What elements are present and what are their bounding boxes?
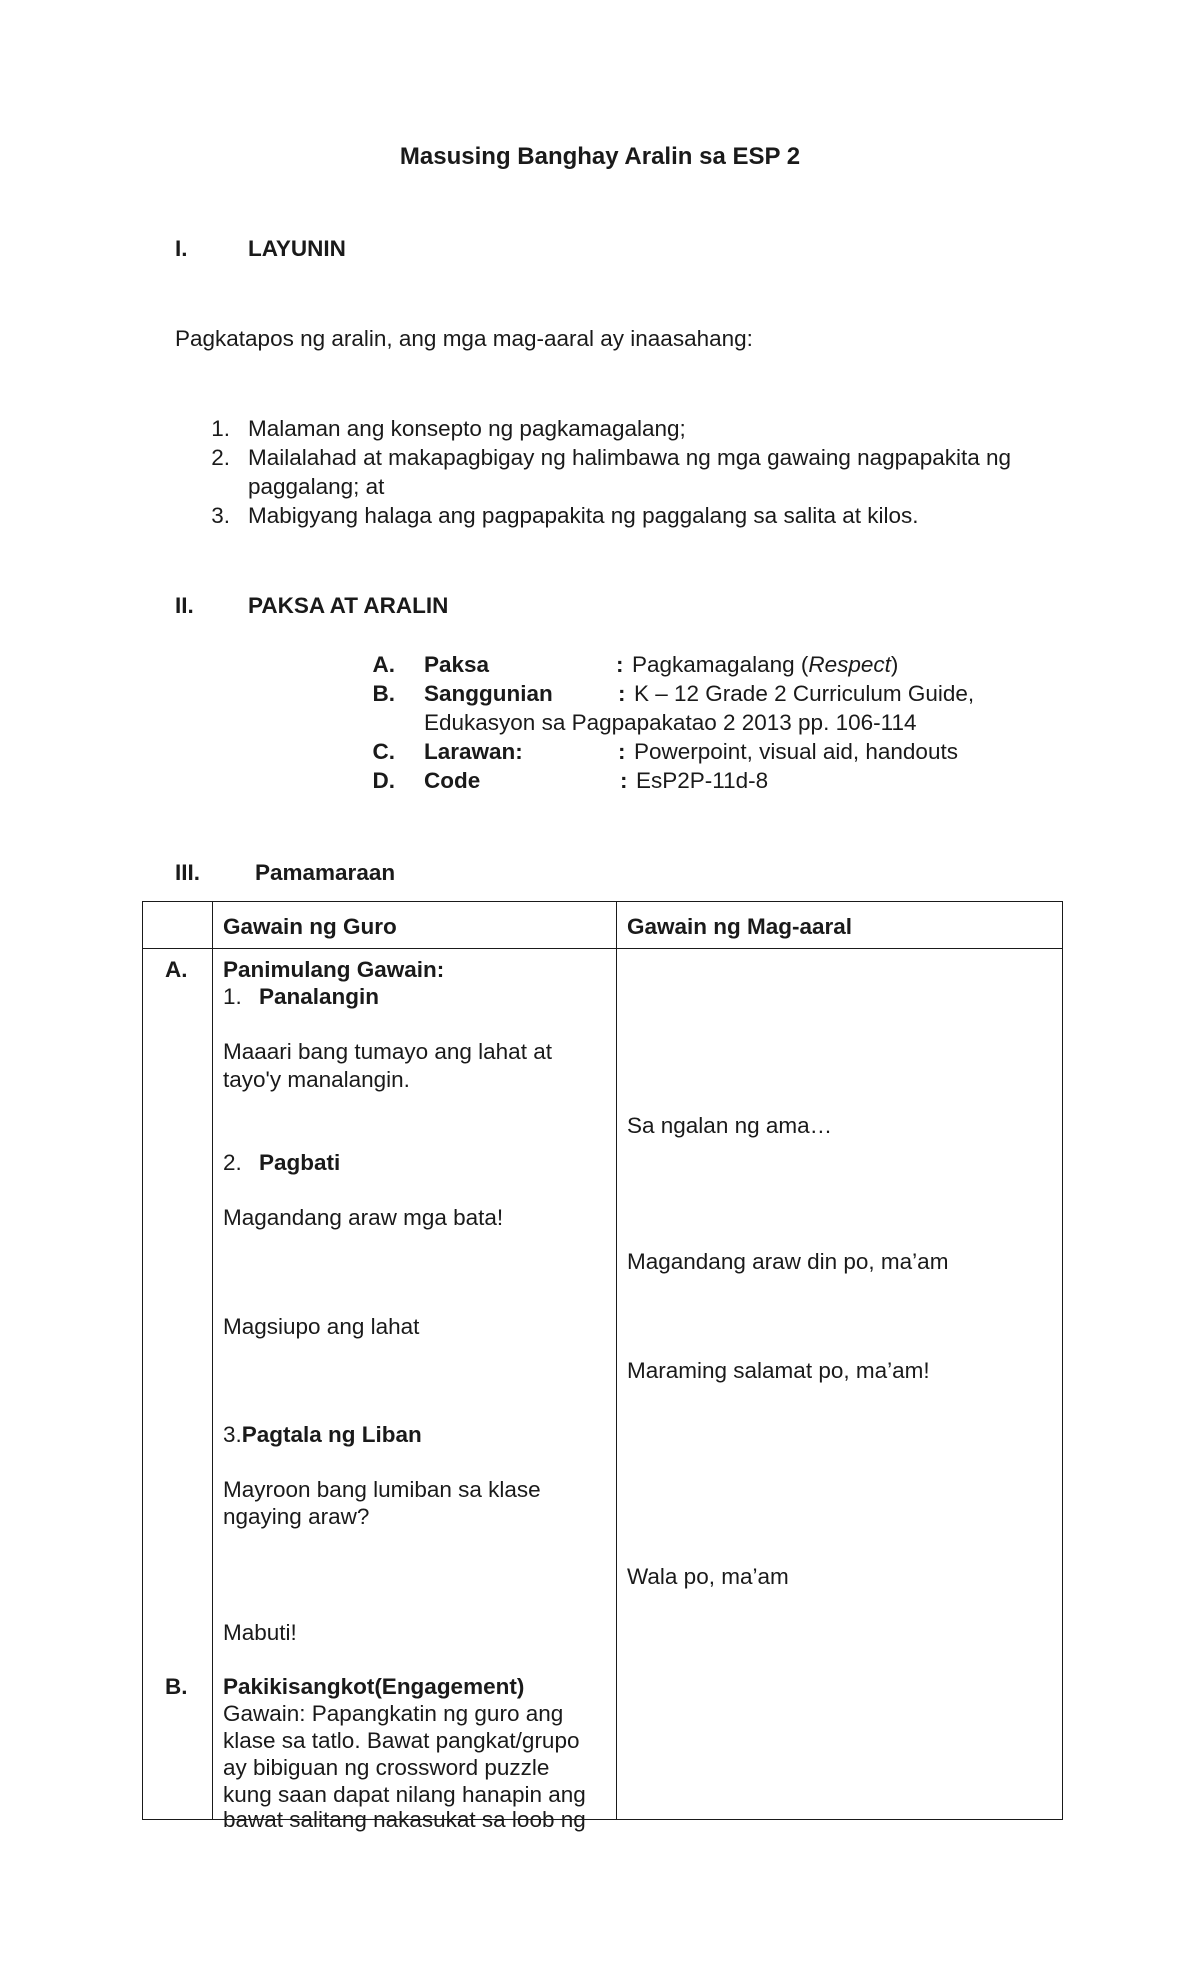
header-cell-magaaral: Gawain ng Mag-aaral <box>617 902 1063 949</box>
objective-text: Malaman ang konsepto ng pagkamagalang; <box>248 416 686 441</box>
header-cell-marker <box>143 902 213 949</box>
section-2-number: II. <box>175 593 194 618</box>
document-title: Masusing Banghay Aralin sa ESP 2 <box>399 143 801 170</box>
guro-line: ngaying araw? <box>223 1504 370 1529</box>
marker-cell <box>143 949 213 1820</box>
guro-line: Magandang araw mga bata! <box>223 1205 504 1230</box>
code-colon: : <box>620 768 628 793</box>
reference-colon: : <box>618 681 626 706</box>
objective-number: 1. <box>211 416 230 441</box>
item-number: 1. <box>223 984 242 1009</box>
section-3-label: Pamamaraan <box>255 860 396 885</box>
materials-key: Larawan: <box>424 739 523 764</box>
guro-line: bawat salitang nakasukat sa loob ng <box>223 1807 586 1832</box>
objectives-intro: Pagkatapos ng aralin, ang mga mag-aaral ay inaasahang: <box>175 326 753 351</box>
reference-letter: B. <box>372 681 395 706</box>
reference-value-cont: Edukasyon sa Pagpapakatao 2 2013 pp. 106-114 <box>424 710 917 735</box>
objective-text-cont: paggalang; at <box>248 474 385 499</box>
guro-line: Gawain: Papangkatin ng guro ang <box>223 1701 564 1726</box>
code-key: Code <box>424 768 481 793</box>
section-1-label: LAYUNIN <box>248 236 346 261</box>
marker-a: A. <box>165 957 188 982</box>
objective-text: Mabigyang halaga ang pagpapakita ng paggalang sa salita at kilos. <box>248 503 919 528</box>
objective-number: 2. <box>211 445 230 470</box>
magaaral-line: Maraming salamat po, ma’am! <box>627 1358 930 1383</box>
magaaral-cell <box>617 949 1063 1820</box>
panimula-heading: Panimulang Gawain: <box>223 957 445 982</box>
procedure-table <box>142 901 1063 1832</box>
guro-line: ay bibiguan ng crossword puzzle <box>223 1755 550 1780</box>
code-letter: D. <box>372 768 395 793</box>
reference-value: K – 12 Grade 2 Curriculum Guide, <box>634 681 975 706</box>
marker-b: B. <box>165 1674 188 1699</box>
engagement-heading: Pakikisangkot(Engagement) <box>223 1674 525 1699</box>
magaaral-line: Sa ngalan ng ama… <box>627 1113 833 1138</box>
materials-letter: C. <box>372 739 395 764</box>
magaaral-line: Wala po, ma’am <box>627 1564 789 1589</box>
code-value: EsP2P-11d-8 <box>636 768 769 793</box>
pagbati-heading: Pagbati <box>259 1150 341 1175</box>
guro-line: klase sa tatlo. Bawat pangkat/grupo <box>223 1728 580 1753</box>
panalangin-heading: Panalangin <box>259 984 380 1009</box>
materials-colon: : <box>618 739 626 764</box>
guro-line: Magsiupo ang lahat <box>223 1314 420 1339</box>
pagtala-line: 3.Pagtala ng Liban <box>223 1422 422 1447</box>
guro-line: Mayroon bang lumiban sa klase <box>223 1477 541 1502</box>
objective-text: Mailalahad at makapagbigay ng halimbawa ng mga gawaing nagpapakita ng <box>248 445 1012 470</box>
guro-line: Maaari bang tumayo ang lahat at <box>223 1039 552 1064</box>
item-number: 2. <box>223 1150 242 1175</box>
topic-key: Paksa <box>424 652 490 677</box>
header-cell-guro: Gawain ng Guro <box>213 902 617 949</box>
materials-value: Powerpoint, visual aid, handouts <box>634 739 958 764</box>
topic-colon: : <box>616 652 624 677</box>
table-body-row <box>143 949 1063 1820</box>
objective-number: 3. <box>211 503 230 528</box>
guro-line: kung saan dapat nilang hanapin ang <box>223 1782 586 1807</box>
guro-cell <box>213 949 617 1832</box>
magaaral-line: Magandang araw din po, ma’am <box>627 1249 949 1274</box>
table-header-row <box>143 902 1063 949</box>
topic-value: Pagkamagalang (Respect) <box>632 652 899 677</box>
reference-key: Sanggunian <box>424 681 553 706</box>
guro-line: tayo'y manalangin. <box>223 1067 410 1092</box>
section-2-label: PAKSA AT ARALIN <box>248 593 449 618</box>
guro-line: Mabuti! <box>223 1620 297 1645</box>
section-1-number: I. <box>175 236 188 261</box>
topic-letter: A. <box>372 652 395 677</box>
section-3-number: III. <box>175 860 201 885</box>
